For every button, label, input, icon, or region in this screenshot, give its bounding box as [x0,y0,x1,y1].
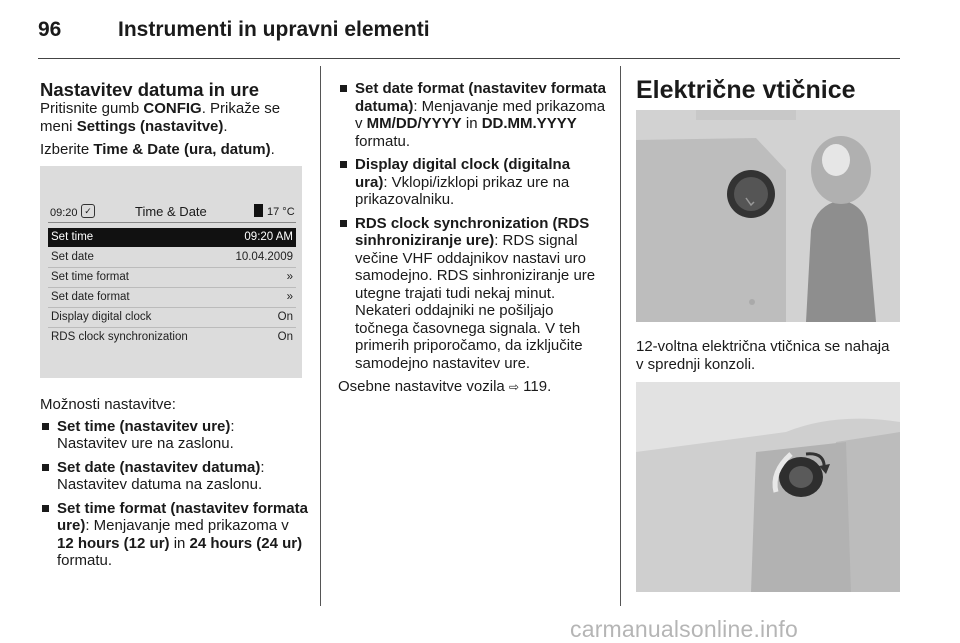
page-number: 96 [38,18,62,41]
header-rule [38,58,900,59]
paragraph-select [40,141,305,159]
row-label: Display digital clock [51,311,152,323]
list-item [40,418,308,453]
section-heading-sockets: Električne vtičnice [636,76,856,104]
row-label: Set date format [51,291,130,303]
screen-row-time-format [48,268,296,287]
text: : Menjavanje med prikazoma v [85,517,289,534]
row-label: Set time [51,231,94,243]
screen-row-set-date [48,248,296,267]
option-name: Set time (nastavitev ure) [57,417,231,435]
row-value: 09:20 AM [244,231,293,243]
option-desc: : Nastavitev datuma na zaslonu. [57,458,265,493]
screen-row-set-time [48,228,296,247]
list-item [338,80,606,150]
option-name: Set date (nastavitev datuma) [57,458,261,476]
screen-row-date-format [48,288,296,307]
options-label: Možnosti nastavitve: [40,396,176,413]
page-arrow-icon: ⇨ [508,380,519,394]
page-ref[interactable]: 119. [519,378,552,395]
row-value: 10.04.2009 [235,251,293,263]
config-term: CONFIG [143,100,202,117]
row-label: RDS clock synchronization [51,331,188,343]
row-value: » [286,291,293,303]
time-date-term: Time & Date (ura, datum) [93,141,271,158]
screen-title: Time & Date [135,204,207,219]
option-desc: : Vklopi/izklopi prikaz ure na prikazovalniku. [355,173,570,208]
row-value: On [277,311,293,323]
term: MM/DD/YYYY [366,115,462,132]
text: formatu. [57,552,113,569]
display-screen-figure [40,166,302,378]
power-outlet-photo [636,110,900,322]
options-list-continued [338,80,606,372]
row-value: » [286,271,293,283]
option-name: Set time format (nastavitev formata ure) [57,499,308,534]
column-2 [338,80,606,397]
text: . [223,117,228,135]
section-heading-date-time: Nastavitev datuma in ure [40,79,259,100]
option-name: Set date format (nastavitev formata datuma) [355,80,606,115]
term: 12 hours (12 ur) [57,534,170,552]
text: Pritisnite gumb [40,100,144,117]
column-divider-1 [320,66,321,606]
column-divider-2 [620,66,621,606]
term: 24 hours (24 ur) [189,534,303,552]
text: in [169,534,190,552]
outlet-caption: 12-voltna električna vtičnica se nahaja v sprednji konzoli. [636,338,890,373]
outlet-closeup-illustration [636,382,900,592]
text: in [461,115,482,132]
clock-sync-icon: ✓ [81,204,95,218]
list-item [338,215,606,373]
text: formatu. [355,132,411,150]
text: Osebne nastavitve vozila [338,378,509,395]
power-outlet-closeup-photo [636,382,900,592]
page-header-title: Instrumenti in upravni elementi [118,18,430,41]
list-item [338,156,606,209]
row-label: Set date [51,251,94,263]
text: . [270,141,275,158]
row-label: Set time format [51,271,129,283]
option-desc: : Nastavitev ure na zaslonu. [57,417,235,452]
watermark: carmanualsonline.info [570,616,798,642]
text: . Prikaže se meni [40,100,281,135]
paragraph-config [40,100,305,135]
list-item [40,500,308,570]
thermometer-icon [254,204,263,217]
power-outlet-illustration [636,110,900,322]
column-1 [40,80,305,159]
screen-row-rds-sync [48,328,296,347]
options-list [40,418,308,570]
screen-row-digital-clock [48,308,296,327]
column-1-options [40,396,308,576]
text: Izberite [40,141,94,158]
row-value: On [277,331,293,343]
list-item [40,459,308,494]
option-desc: : RDS signal večine VHF oddajnikov nastavi uro samodejno. RDS sinhroniziranje ure utegne trajati tudi nekaj minut. Nekateri oddajniki ne pošiljajo točnega časovnega signala. V teh primerih priporočamo, da izključite samodejno nastavitev ure. [355,232,596,372]
screen-clock: 09:20 [50,207,78,219]
settings-term: Settings (nastavitve) [76,117,224,135]
cross-reference [338,378,606,397]
text: : Menjavanje med prikazoma v [355,97,606,132]
screen-temperature: 17 °C [267,206,295,218]
option-name: Display digital clock (digitalna ura) [355,156,571,191]
screen-header-line [48,222,296,223]
term: DD.MM.YYYY [481,115,577,132]
option-name: RDS clock synchronization (RDS sinhroniziranje ure) [355,214,590,249]
